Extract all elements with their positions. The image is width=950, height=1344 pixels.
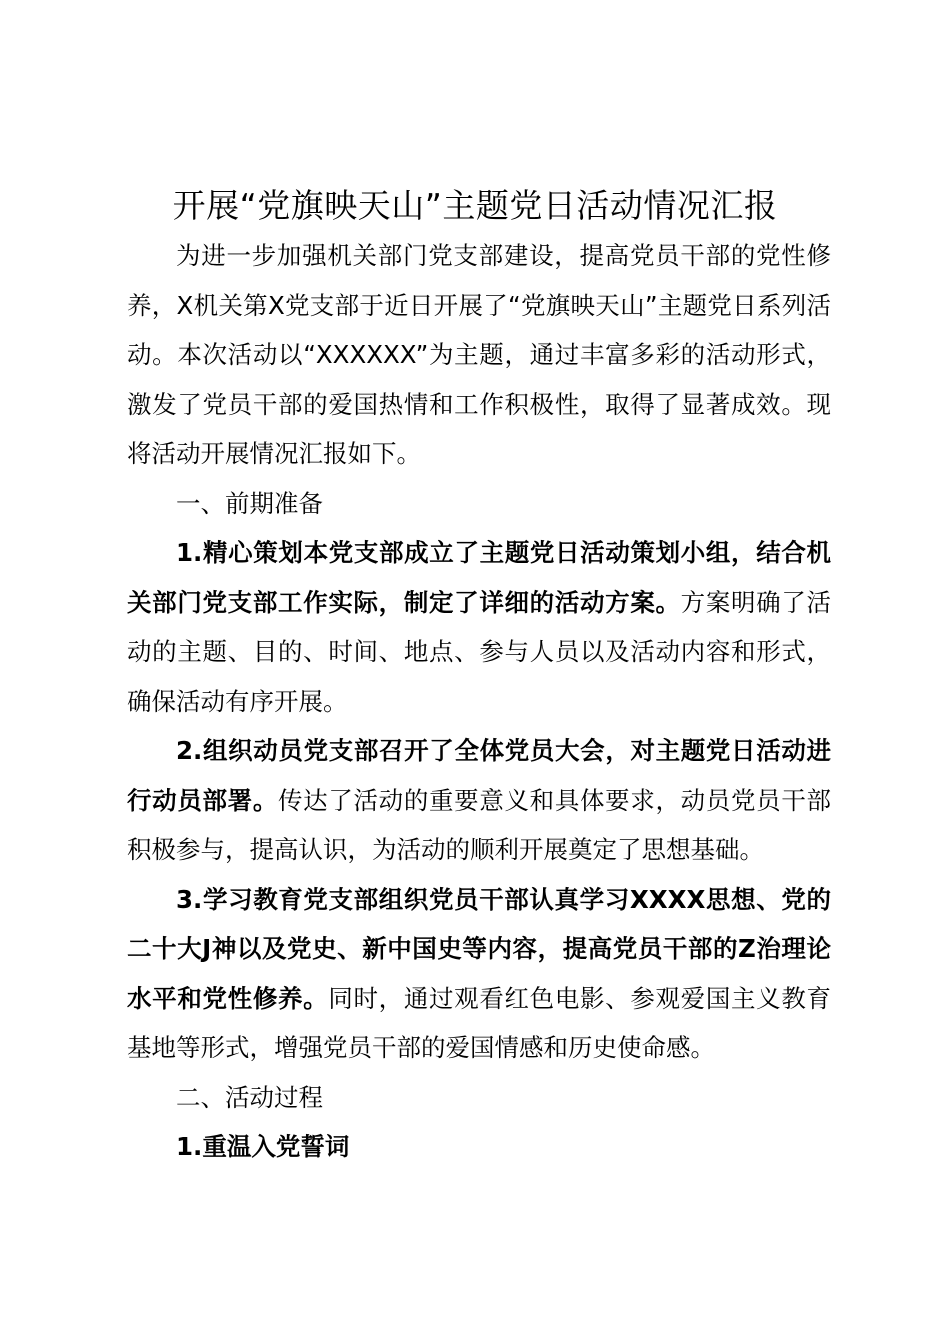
paragraph-study [127, 875, 831, 1073]
document-title: 开展“党旗映天山”主题党日活动情况汇报 [172, 186, 778, 225]
paragraph-study-lead: 3.学习教育党支部组织党员干部认真学习XXXX思想、党的二十大J神以及党史、新中国史等内容，提高党员干部的Z治理论水平和党性修养。 [127, 884, 831, 1013]
section-heading-process: 二、活动过程 [176, 1082, 323, 1112]
intro-paragraph: 为进一步加强机关部门党支部建设，提高党员干部的党性修养，X机关第X党支部于近日开展了“党旗映天山”主题党日系列活动。本次活动以“XXXXXX”为主题，通过丰富多彩的活动形式，激发了党员干部的爱国热情和工作积极性，取得了显著成效。现将活动开展情况汇报如下。 [127, 241, 831, 468]
document-body [127, 231, 831, 1172]
section-heading-preparation: 一、前期准备 [176, 488, 323, 518]
paragraph-mobilization-text: 传达了活动的重要意义和具体要求，动员党员干部积极参与，提高认识，为活动的顺利开展奠定了思想基础。 [127, 785, 831, 864]
paragraph-study-text: 同时，通过观看红色电影、参观爱国主义教育基地等形式，增强党员干部的爱国情感和历史使命感。 [127, 983, 832, 1062]
paragraph-oath [127, 1122, 831, 1172]
paragraph-mobilization [127, 726, 831, 875]
paragraph-planning-lead: 1.精心策划本党支部成立了主题党日活动策划小组，结合机关部门党支部工作实际，制定了详细的活动方案。 [127, 538, 831, 617]
paragraph-oath-lead: 1.重温入党誓词 [176, 1132, 350, 1161]
paragraph-planning [127, 528, 831, 726]
paragraph-mobilization-lead: 2.组织动员党支部召开了全体党员大会，对主题党日活动进行动员部署。 [127, 736, 831, 815]
paragraph-planning-text: 方案明确了活动的主题、目的、时间、地点、参与人员以及活动内容和形式，确保活动有序开展。 [127, 587, 832, 716]
